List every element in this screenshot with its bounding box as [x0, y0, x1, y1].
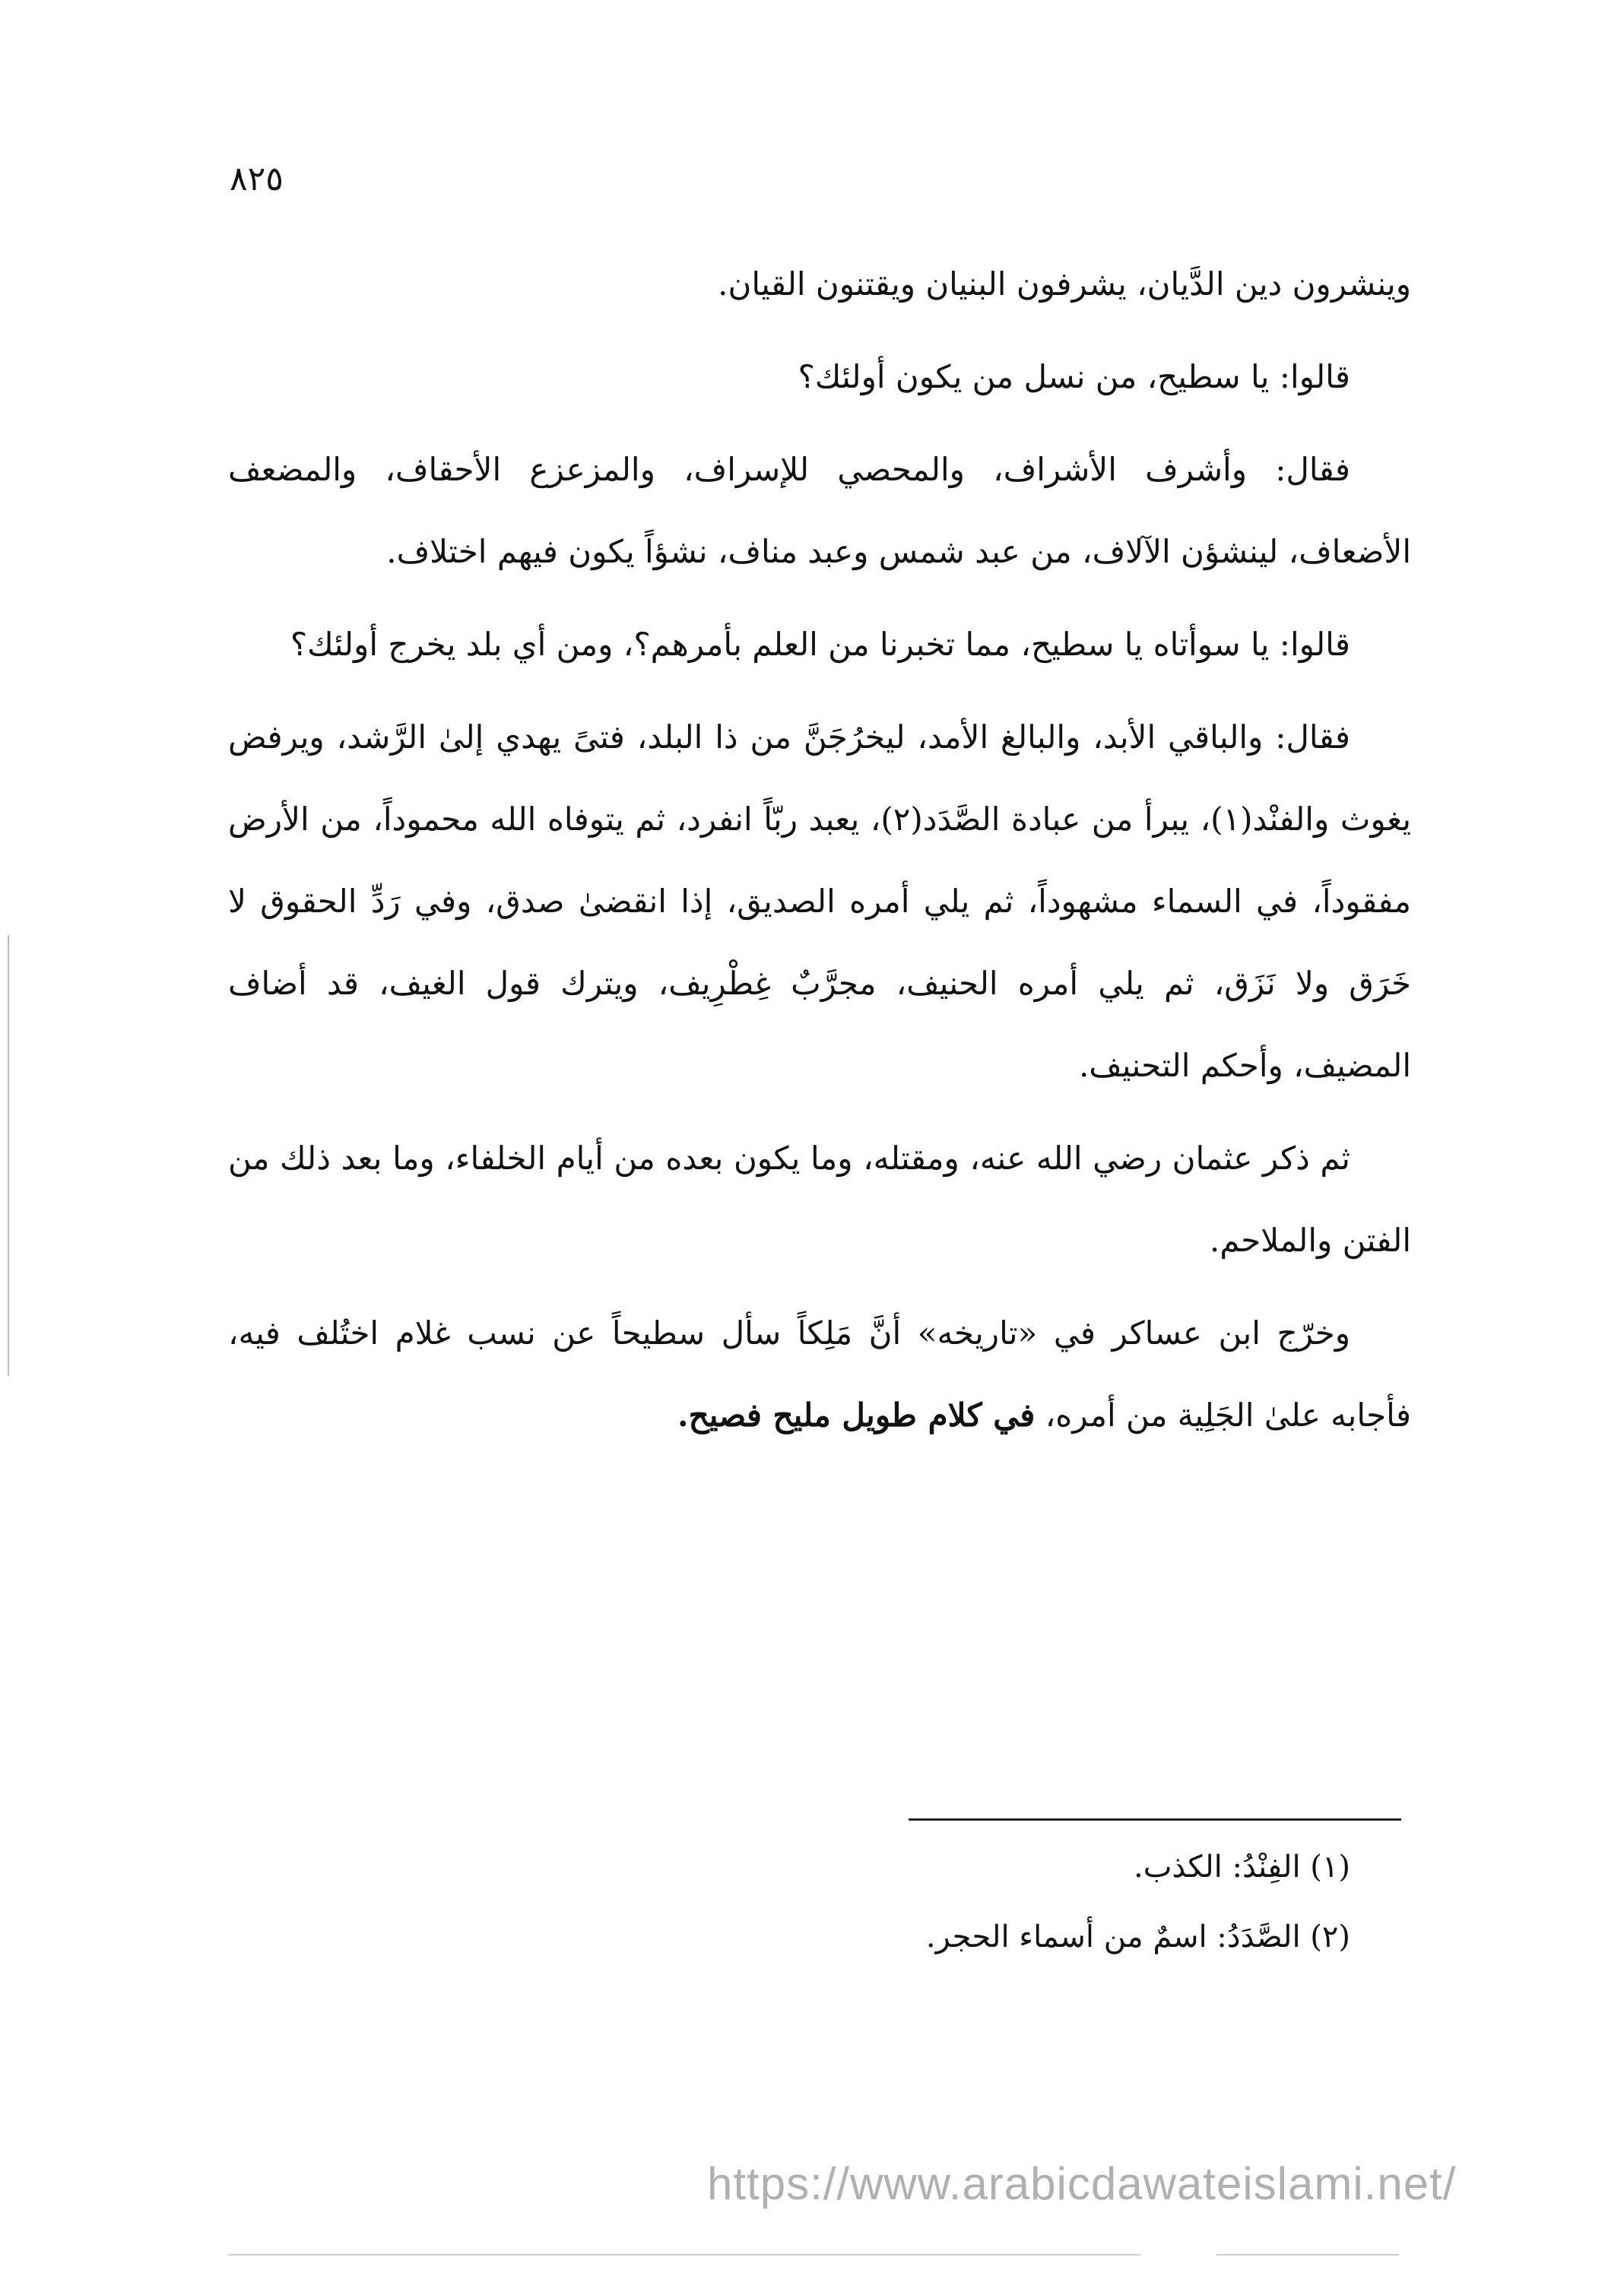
paragraph-1: وينشرون دين الدَّيان، يشرفون البنيان ويقتنون القيان.	[718, 265, 1411, 303]
page-number: ٨٢٥	[230, 160, 284, 198]
footnote-1: (١) الفِنْدُ: الكذب.	[1134, 1850, 1350, 1885]
paragraph-7-text: وخرّج ابن عساكر في «تاريخه» أنَّ مَلِكاً سأل سطيحاً عن نسب غلام اختُلف فيه، فأجابه علىٰ الجَلِية من أمره،	[228, 1314, 1411, 1434]
paragraph-7	[228, 1292, 1411, 1457]
paragraph-4: قالوا: يا سوأتاه يا سطيح، مما تخبرنا من العلم بأمرهم؟، ومن أي بلد يخرج أولئك؟	[290, 626, 1350, 663]
paragraph-6: ثم ذكر عثمان رضي الله عنه، ومقتله، وما يكون بعده من أيام الخلفاء، وما بعد ذلك من الفتن والملاحم.	[228, 1140, 1411, 1259]
footnotes	[228, 1832, 1411, 1972]
scan-margin-line	[8, 935, 9, 1376]
bottom-scan-line	[1216, 2254, 1399, 2256]
main-text-block	[228, 243, 1411, 1467]
footnote-2: (٢) الصَّدَدُ: اسمٌ من أسماء الحجر.	[925, 1920, 1350, 1954]
paragraph-2: قالوا: يا سطيح، من نسل من يكون أولئك؟	[798, 358, 1350, 395]
bottom-scan-line	[228, 2254, 1140, 2256]
footnote-separator	[909, 1818, 1401, 1821]
website-watermark: https://www.arabicdawateislami.net/	[707, 2158, 1457, 2209]
paragraph-7-bold-text: في كلام طويل مليح فصيح.	[677, 1396, 1036, 1434]
paragraph-3: فقال: وأشرف الأشراف، والمحصي للإسراف، والمزعزع الأحقاف، والمضعف الأضعاف، لينشؤن الآلاف، من عبد شمس وعبد مناف، نشؤاً يكون فيهم اختلاف.	[228, 451, 1411, 570]
paragraph-5: فقال: والباقي الأبد، والبالغ الأمد، ليخرُجَنَّ من ذا البلد، فتىً يهدي إلىٰ الرَّشد، ويرفض يغوث والفنْد(١)، يبرأ من عبادة الصَّدَد(٢)، يعبد ربّاً انفرد، ثم يتوفاه الله محموداً، من الأرض مفقوداً، في السماء مشهوداً، ثم يلي أمره الصديق، إذا انقضىٰ صدق، وفي رَدِّ الحقوق لا خَرَق ولا نَزَق، ثم يلي أمره الحنيف، مجرَّبٌ غِطْرِيف، ويترك قول الغيف، قد أضاف المضيف، وأحكم التحنيف.	[228, 718, 1412, 1084]
